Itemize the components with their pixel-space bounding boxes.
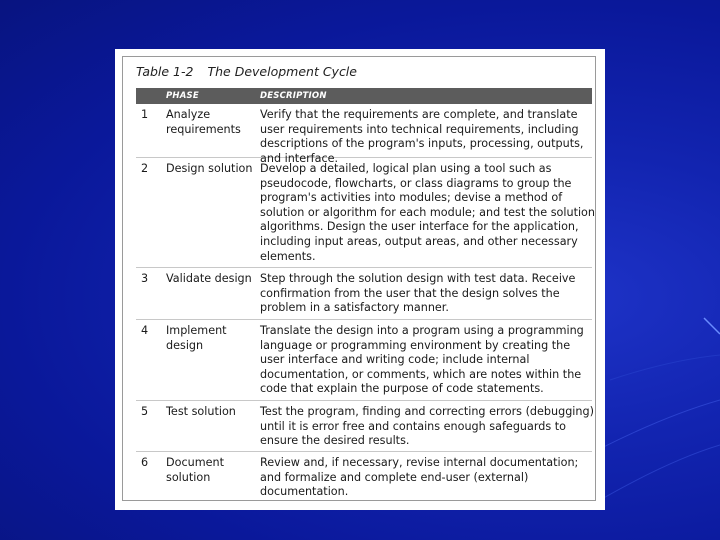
phase-description: Review and, if necessary, revise internal documentation; and formalize and complete end-user (external) documentation. [260,456,579,499]
phase-description: Verify that the requirements are complete, and translate user requirements into technical requirements, including descriptions of the program's inputs, processing, outputs, and interface. [260,108,584,165]
phase-number: 3 [141,272,149,285]
table-image [115,49,605,510]
header-description: DESCRIPTION [260,91,327,101]
phase-number: 4 [141,324,149,337]
table-row [136,158,595,268]
table-title: The Development Cycle [207,64,357,79]
phase-name: Validate design [166,272,252,285]
table-frame [122,56,596,501]
header-phase: PHASE [166,91,199,101]
table-row [136,320,592,401]
phase-name: Implement design [166,324,227,352]
table-number: Table 1-2 [136,64,194,79]
phase-number: 1 [141,108,149,121]
phase-description: Translate the design into a program using a programming language or programming environment by creating the user interface and writing code; include internal documentation, or comments, which are notes within the code that explain the purpose of code statements. [260,324,584,396]
table-row [136,268,592,320]
phase-name: Document solution [166,456,224,484]
phase-description: Test the program, finding and correcting errors (debugging) until it is error free and contains enough safeguards to ensure the desired results. [260,405,594,448]
phase-number: 5 [141,405,149,418]
phase-number: 6 [141,456,149,469]
table-row [136,104,592,165]
table-caption [136,64,357,79]
table-row [136,452,592,499]
table-header [136,88,592,104]
phase-description: Develop a detailed, logical plan using a tool such as pseudocode, flowcharts, or class diagrams to group the program's activities into modules; devise a method of solution or algorithm for each module; and test the solution algorithms. Design the user interface for the application, including input areas, output areas, and other necessary elements. [260,162,595,263]
phase-name: Analyze requirements [166,108,241,136]
phase-number: 2 [141,162,149,175]
phase-description: Step through the solution design with test data. Receive confirmation from the user that the design solves the problem in a satisfactory manner. [260,272,576,315]
table-row [136,401,592,452]
phase-name: Test solution [166,405,236,418]
phase-name: Design solution [166,162,253,175]
